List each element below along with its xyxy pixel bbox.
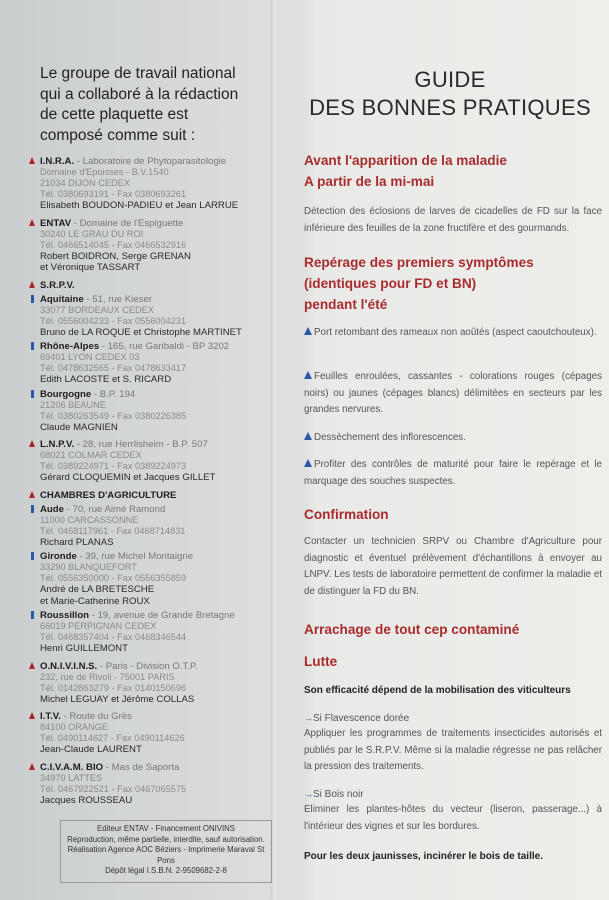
member-org-name: Gironde <box>40 551 77 562</box>
member-address-line: Tél. 0466514045 - Fax 0466532916 <box>40 239 187 250</box>
intro-line: qui a collaboré à la rédaction <box>40 85 239 103</box>
member-contact-names: Elisabeth BOUDON-PADIEU et Jean LARRUE <box>40 200 239 211</box>
member-org-address: - Paris - Division O.T.P. <box>97 660 198 672</box>
member-org-name: L.N.P.V. <box>40 439 75 450</box>
member-address-line: 232, rue de Rivoli - 75001 PARIS <box>40 671 175 682</box>
member-contact-names: Edith LACOSTE et S. RICARD <box>40 374 172 385</box>
section-heading: Lutte <box>304 654 338 669</box>
credits-line: Réalisation Agence AOC Béziers - Imprimerie Maraval St Pons <box>67 845 265 865</box>
member-contact-names: Michel LEGUAY et Jérôme COLLAS <box>40 693 195 705</box>
member-org <box>40 610 270 621</box>
page-fold <box>270 0 276 900</box>
paragraph: Contacter un technicien SRPV ou Chambre d'Agriculture pour diagnostic et éventuel prélèvement d'échantillons à envoyer au LNPV. Les tests de laboratoire permettent de confirmer la maladie et de distinguer la FD du BN. <box>304 536 602 597</box>
member-address-line: Tél. 0468357404 - Fax 0468346544 <box>40 632 187 642</box>
member-contact-names: et Véronique TASSART <box>40 262 141 273</box>
symptom-bullet <box>304 325 602 342</box>
member-entry <box>30 610 270 655</box>
blue-bar-marker-icon <box>31 552 34 560</box>
member-contact-names: Jean-Claude LAURENT <box>40 744 142 755</box>
member-entry <box>30 280 270 291</box>
member-org-address: - Laboratoire de Phytoparasitologie <box>74 156 227 167</box>
section-heading: Avant l'apparition de la maladie <box>304 153 507 168</box>
intro-line: Le groupe de travail national <box>40 65 236 82</box>
member-org-address: - 70, rue Aimé Ramond <box>63 503 166 515</box>
blue-bar-marker-icon <box>31 390 34 398</box>
member-entry <box>30 294 270 339</box>
member-address-line: Tél. 0556350000 - Fax 0556355859 <box>40 573 187 583</box>
member-org-name: I.T.V. <box>40 711 61 722</box>
member-org-address: - B.P. 194 <box>91 388 136 400</box>
triangle-bullet-icon <box>304 371 312 379</box>
member-org <box>40 762 270 773</box>
member-org-address: - 28, rue Herrlisheim - B.P. 507 <box>74 439 208 450</box>
credits-line: Dépôt légal I.S.B.N. 2-9509682-2-8 <box>105 866 227 875</box>
member-entry <box>30 490 270 501</box>
member-org <box>40 439 270 450</box>
member-org-name: ENTAV <box>40 217 72 229</box>
member-address-line: 33077 BORDEAUX CEDEX <box>40 304 154 315</box>
member-org-address: - 39, rue Michel Montaigne <box>76 551 194 562</box>
member-org <box>40 294 270 305</box>
credits-line: Reproduction, même partielle, interdite, sauf autorisation. <box>67 834 265 844</box>
blue-bar-marker-icon <box>31 505 34 513</box>
red-triangle-marker-icon <box>29 440 35 447</box>
member-org-name: I.N.R.A. <box>40 156 75 167</box>
member-entry <box>30 504 270 549</box>
member-address-line: 33290 BLANQUEFORT <box>40 562 137 572</box>
member-org-name: Rhône-Alpes <box>40 341 100 352</box>
bold-statement: Son efficacité dépend de la mobilisation des viticulteurs <box>304 685 571 696</box>
member-address-line: 66019 PERPIGNAN CEDEX <box>40 621 157 631</box>
section-heading: (identiques pour FD et BN) <box>304 276 477 291</box>
guide-title-line2: DES BONNES PRATIQUES <box>309 95 591 120</box>
member-address-line: Tél. 0467922521 - Fax 0467065575 <box>40 783 187 794</box>
member-contact-names: Claude MAGNIEN <box>40 421 118 433</box>
member-org-address: - Mas de Saporta <box>103 761 180 773</box>
member-entry <box>30 156 270 212</box>
member-entry <box>30 551 270 607</box>
red-triangle-marker-icon <box>29 662 35 669</box>
member-address-line: 34970 LATTES <box>40 772 103 783</box>
member-org <box>40 280 270 291</box>
member-org <box>40 218 270 229</box>
member-org-name: CHAMBRES D'AGRICULTURE <box>40 489 177 501</box>
member-address-line: Tél. 0556004233 - Fax 0556004231 <box>40 315 187 326</box>
triangle-bullet-icon <box>304 459 312 467</box>
member-address-line: Tél. 0380263549 - Fax 0380226385 <box>40 410 187 421</box>
member-org-name: Aquitaine <box>40 293 84 305</box>
case-text: Si Flavescence dorée <box>313 713 410 724</box>
member-org-name: Bourgogne <box>40 388 92 400</box>
guide-title <box>300 66 600 122</box>
member-org-name: Roussillon <box>40 610 90 621</box>
member-org-name: O.N.I.V.I.N.S. <box>40 660 98 672</box>
bullet-text: Profiter des contrôles de maturité pour faire le repérage et le marquage des souches suspectes. <box>304 459 602 487</box>
member-org-address: - Route du Grès <box>60 711 132 722</box>
member-entry <box>30 389 270 434</box>
symptom-bullet <box>304 457 602 490</box>
member-contact-names: Bruno de LA ROQUE et Christophe MARTINET <box>40 326 242 338</box>
symptom-bullet <box>304 430 602 447</box>
member-org <box>40 504 270 515</box>
member-org <box>40 490 270 501</box>
member-contact-names: Robert BOIDRON, Serge GRENAN <box>40 250 191 262</box>
member-org <box>40 711 270 722</box>
member-address-line: Tél. 0380693191 - Fax 0380693261 <box>40 189 187 199</box>
bullet-text: Feuilles enroulées, cassantes - colorations rouges (cépages noirs) ou jaunes (cépages blancs) délimitées en secteurs par les grandes nervures. <box>304 371 602 415</box>
red-triangle-marker-icon <box>29 281 35 288</box>
section-heading: Repérage des premiers symptômes <box>304 255 534 270</box>
case-text: Si Bois noir <box>313 789 364 800</box>
case-label <box>304 711 409 726</box>
arrow-right-icon: → <box>304 789 313 799</box>
member-address-line: 21034 DIJON CEDEX <box>40 178 130 188</box>
member-contact-names: Jacques ROUSSEAU <box>40 794 133 806</box>
member-org-name: Aude <box>40 503 64 515</box>
triangle-bullet-icon <box>304 432 312 440</box>
intro-line: composé comme suit : <box>40 126 196 144</box>
member-org-address: - Domaine de l'Espiguette <box>71 217 184 229</box>
red-triangle-marker-icon <box>29 763 35 770</box>
red-triangle-marker-icon <box>29 712 35 719</box>
member-contact-names: Richard PLANAS <box>40 536 114 548</box>
member-address-line: 21206 BEAUNE <box>40 399 106 410</box>
section-heading: Confirmation <box>304 507 389 522</box>
member-address-line: Tél. 0389224971 - Fax 0389224973 <box>40 461 187 471</box>
member-org <box>40 551 270 562</box>
red-triangle-marker-icon <box>29 157 35 164</box>
case-label <box>304 787 364 802</box>
right-column <box>300 0 609 900</box>
red-triangle-marker-icon <box>29 491 35 498</box>
member-entry <box>30 218 270 274</box>
member-entry <box>30 762 270 807</box>
red-triangle-marker-icon <box>29 219 35 226</box>
member-address-line: 84100 ORANGE <box>40 722 108 732</box>
credits-box <box>60 820 272 883</box>
member-entry <box>30 341 270 386</box>
left-column <box>18 0 266 900</box>
blue-bar-marker-icon <box>31 342 34 350</box>
members-list <box>30 156 270 806</box>
paragraph: Eliminer les plantes-hôtes du vecteur (liseron, passerage...) à l'intérieur des vignes et sur les bordures. <box>304 804 602 832</box>
section-heading: pendant l'été <box>304 297 388 312</box>
member-contact-names: Gérard CLOQUEMIN et Jacques GILLET <box>40 472 216 483</box>
member-org <box>40 156 270 167</box>
member-contact-names: Henri GUILLEMONT <box>40 643 128 654</box>
member-org <box>40 341 270 352</box>
member-org-address: - 51, rue Kieser <box>83 293 152 305</box>
symptom-bullet <box>304 369 602 419</box>
member-address-line: 11000 CARCASSONNE <box>40 514 139 525</box>
bold-statement: Pour les deux jaunisses, incinérer le bois de taille. <box>304 851 543 862</box>
member-org <box>40 389 270 400</box>
intro-text <box>40 64 270 146</box>
blue-bar-marker-icon <box>31 295 34 303</box>
member-org-address: - 19, avenue de Grande Bretagne <box>89 610 235 621</box>
member-entry <box>30 711 270 756</box>
arrow-right-icon: → <box>304 713 313 723</box>
bullet-text: Port retombant des rameaux non aoûtés (aspect caoutchouteux). <box>314 327 597 338</box>
member-org-address: - 165, rue Garibaldi - BP 3202 <box>99 341 230 352</box>
section-heading: A partir de la mi-mai <box>304 174 435 189</box>
member-contact-names: et Marie-Catherine ROUX <box>40 595 150 607</box>
bullet-text: Dessèchement des inflorescences. <box>314 432 466 443</box>
intro-line: de cette plaquette est <box>40 106 189 123</box>
member-address-line: Tél. 0142863279 - Fax 0140150696 <box>40 682 187 693</box>
triangle-bullet-icon <box>304 327 312 335</box>
section-heading: Arrachage de tout cep contaminé <box>304 622 520 637</box>
member-org-name: C.I.V.A.M. BIO <box>40 761 104 773</box>
member-contact-names: André de LA BRETESCHE <box>40 584 155 595</box>
member-address-line: Tél. 0468117961 - Fax 0468714831 <box>40 525 186 536</box>
paragraph: Détection des éclosions de larves de cicadelles de FD sur la face inférieure des feuilles de la zone fructifère et des gourmands. <box>304 206 602 234</box>
member-address-line: 68021 COLMAR CEDEX <box>40 450 142 460</box>
blue-bar-marker-icon <box>31 611 34 619</box>
member-org-name: S.R.P.V. <box>40 279 75 291</box>
member-address-line: 30240 LE GRAU DU ROI <box>40 228 144 239</box>
credits-line: Editeur ENTAV - Financement ONIVINS <box>97 824 235 833</box>
member-entry <box>30 439 270 484</box>
member-org <box>40 661 270 672</box>
member-address-line: 69401 LYON CEDEX 03 <box>40 352 140 362</box>
paragraph: Appliquer les programmes de traitements insecticides autorisés et publiés par le S.R.P.V. Même si la maladie régresse ne pas relâcher la pression des traitements. <box>304 728 602 772</box>
member-entry <box>30 661 270 706</box>
member-address-line: Tél. 0478632565 - Fax 0478633417 <box>40 363 187 373</box>
member-address-line: Tél. 0490114627 - Fax 0490114626 <box>40 733 185 743</box>
guide-title-line1: GUIDE <box>414 67 486 92</box>
member-address-line: Domaine d'Epoisses - B.V.1540 <box>40 167 169 177</box>
